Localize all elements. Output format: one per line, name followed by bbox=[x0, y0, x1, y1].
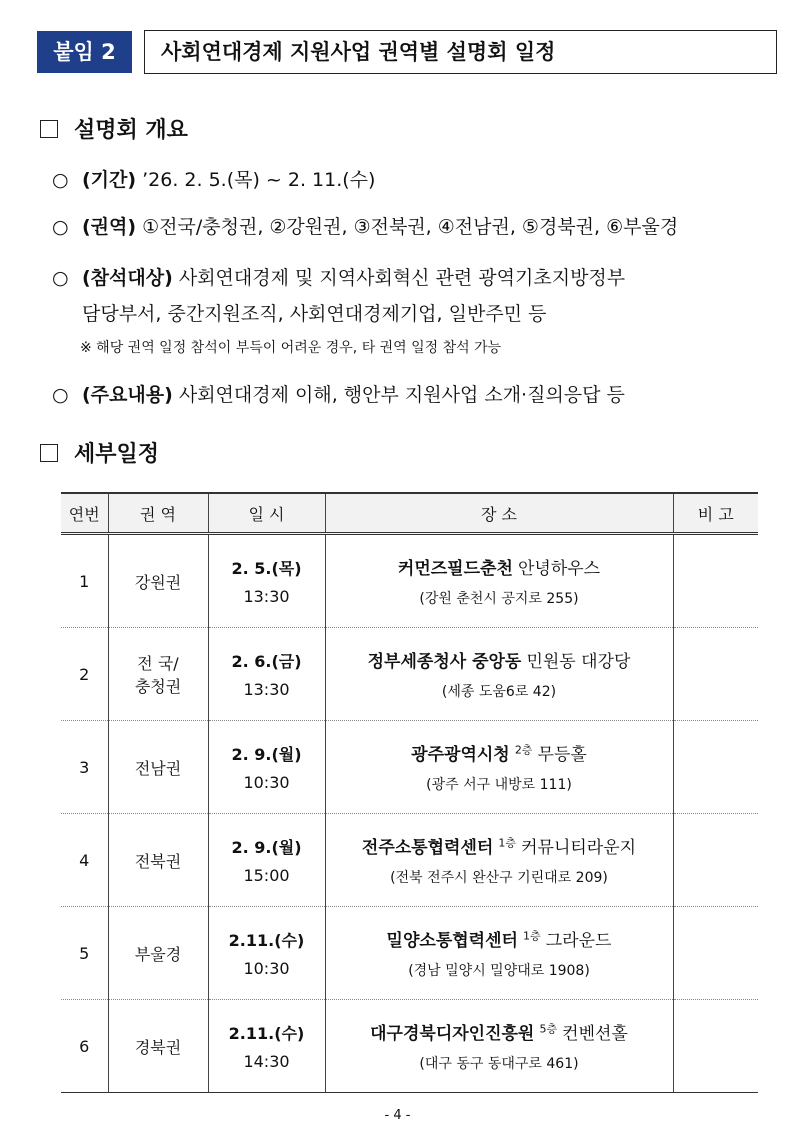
table-row bbox=[61, 721, 758, 814]
schedule-table bbox=[61, 492, 758, 1093]
row-region: 경북권 bbox=[108, 1000, 208, 1093]
row-no: 2 bbox=[61, 628, 108, 721]
row-place: 광주광역시청 $^{2층}$ 무등홀 (광주 서구 내방로 111) bbox=[325, 721, 673, 814]
row-region: 전남권 bbox=[108, 721, 208, 814]
col-header-no: 연번 bbox=[61, 493, 108, 534]
doc-title: 사회연대경제 지원사업 권역별 설명회 일정 bbox=[144, 30, 777, 74]
col-header-datetime: 일 시 bbox=[208, 493, 325, 534]
row-no: 5 bbox=[61, 907, 108, 1000]
row-no: 3 bbox=[61, 721, 108, 814]
square-bullet-icon bbox=[40, 444, 58, 462]
row-note bbox=[673, 628, 758, 721]
row-note bbox=[673, 907, 758, 1000]
row-region: 전 국/ 충청권 bbox=[108, 628, 208, 721]
table-row bbox=[61, 1000, 758, 1093]
row-datetime: 2.11.(수) 14:30 bbox=[208, 1000, 325, 1093]
row-place: 전주소통협력센터 $^{1층}$ 커뮤니티라운지 (전북 전주시 완산구 기린대로 209) bbox=[325, 814, 673, 907]
row-region: 부울경 bbox=[108, 907, 208, 1000]
row-note bbox=[673, 534, 758, 628]
table-row bbox=[61, 814, 758, 907]
row-note bbox=[673, 721, 758, 814]
circle-bullet-icon: ○ bbox=[52, 169, 69, 191]
row-no: 1 bbox=[61, 534, 108, 628]
row-datetime: 2. 9.(월) 10:30 bbox=[208, 721, 325, 814]
col-header-note: 비 고 bbox=[673, 493, 758, 534]
row-place: 커먼즈필드춘천 안녕하우스 (강원 춘천시 공지로 255) bbox=[325, 534, 673, 628]
row-place: 정부세종청사 중앙동 민원동 대강당 (세종 도움6로 42) bbox=[325, 628, 673, 721]
table-row bbox=[61, 628, 758, 721]
table-row bbox=[61, 534, 758, 628]
row-datetime: 2. 6.(금) 13:30 bbox=[208, 628, 325, 721]
table-row bbox=[61, 907, 758, 1000]
row-region: 전북권 bbox=[108, 814, 208, 907]
section-schedule-heading: 세부일정 bbox=[40, 437, 159, 468]
col-header-region: 권 역 bbox=[108, 493, 208, 534]
row-place: 대구경북디자인진흥원 $^{5층}$ 컨벤션홀 (대구 동구 동대구로 461) bbox=[325, 1000, 673, 1093]
bullet-attendees: ○ (참석대상) 사회연대경제 및 지역사회혁신 관련 광역기초지방정부 담당부서, 중간지원조직, 사회연대경제기업, 일반주민 등 bbox=[52, 260, 767, 332]
row-datetime: 2. 5.(목) 13:30 bbox=[208, 534, 325, 628]
page-number: - 4 - bbox=[384, 1108, 411, 1123]
table-header-row bbox=[61, 493, 758, 534]
row-place: 밀양소통협력센터 $^{1층}$ 그라운드 (경남 밀양시 밀양대로 1908) bbox=[325, 907, 673, 1000]
col-header-place: 장 소 bbox=[325, 493, 673, 534]
bullet-content: ○ (주요내용) 사회연대경제 이해, 행안부 지원사업 소개·질의응답 등 bbox=[52, 384, 625, 406]
row-no: 4 bbox=[61, 814, 108, 907]
circle-bullet-icon: ○ bbox=[52, 267, 69, 289]
doc-header bbox=[37, 30, 761, 74]
note: ※ 해당 권역 일정 참석이 부득이 어려운 경우, 타 권역 일정 참석 가능 bbox=[80, 340, 502, 356]
row-region: 강원권 bbox=[108, 534, 208, 628]
row-datetime: 2.11.(수) 10:30 bbox=[208, 907, 325, 1000]
circle-bullet-icon: ○ bbox=[52, 216, 69, 238]
bullet-region: ○ (권역) ①전국/충청권, ②강원권, ③전북권, ④전남권, ⑤경북권, ⑥부울경 bbox=[52, 216, 679, 238]
row-datetime: 2. 9.(월) 15:00 bbox=[208, 814, 325, 907]
section-overview-heading: 설명회 개요 bbox=[40, 113, 188, 144]
attachment-badge: 붙임 2 bbox=[37, 31, 132, 73]
bullet-period: ○ (기간) ’26. 2. 5.(목) ~ 2. 11.(수) bbox=[52, 169, 376, 191]
row-note bbox=[673, 1000, 758, 1093]
row-note bbox=[673, 814, 758, 907]
circle-bullet-icon: ○ bbox=[52, 384, 69, 406]
row-no: 6 bbox=[61, 1000, 108, 1093]
square-bullet-icon bbox=[40, 120, 58, 138]
